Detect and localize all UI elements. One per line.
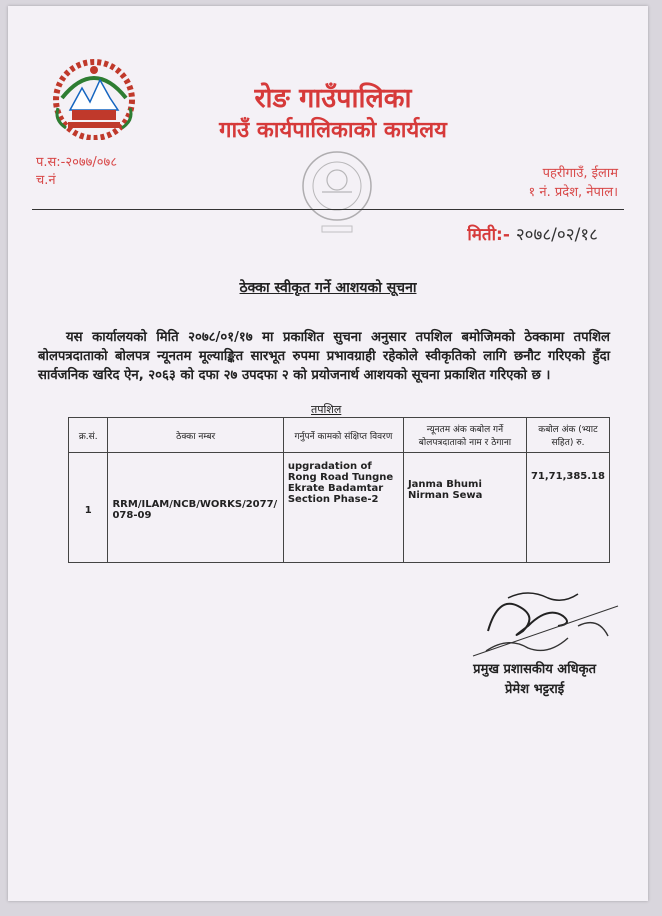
signatory-block: [473, 660, 596, 700]
table-row: [69, 453, 610, 563]
notice-body: [38, 328, 610, 385]
nepal-emblem-icon: [48, 58, 140, 140]
dispatch-number: च.नं: [36, 173, 56, 188]
notice-subject: [8, 278, 648, 297]
header-bidder: न्यूनतम अंक कबोल गर्ने बोलपत्रदाताको नाम र ठेगाना: [403, 418, 526, 453]
office-subtitle: गाउँ कार्यपालिकाको कार्यलय: [219, 118, 447, 143]
header-sn: क्र.सं.: [69, 418, 108, 453]
cell-contract-no: RRM/ILAM/NCB/WORKS/2077/078-09: [108, 453, 283, 563]
header-divider: [32, 209, 624, 210]
body-paragraph: यस कार्यालयको मिति २०७८/०१/१७ मा प्रकाशित सुचना अनुसार तपशिल बमोजिमको ठेक्कामा तपशिल बोलपत्रदाताको बोलपत्र न्यूनतम मूल्याङ्कित सारभूत रुपमा प्रभावग्राही रहेकोले स्वीकृतिको लागि छनौट गरिएको हुँदा सार्वजनिक खरिद ऐन, २०६३ को दफा २७ उपदफा २ को प्रयोजनार्थ आशयको सूचना प्रकाशित गरिएको छ ।: [38, 330, 610, 383]
cell-description: upgradation of Rong Road Tungne Ekrate Badamtar Section Phase-2: [283, 453, 403, 563]
cell-sn: 1: [69, 453, 108, 563]
reference-block: [36, 154, 117, 190]
municipality-title: रोङ गाउँपालिका: [254, 83, 412, 114]
header-amount: कबोल अंक (भ्याट सहित) रु.: [526, 418, 609, 453]
date-label: मिती:-: [467, 225, 510, 245]
table-header-row: [69, 418, 610, 453]
reference-number: प.स:-२०७७/०७८: [36, 155, 118, 170]
cell-amount: 71,71,385.18: [526, 453, 609, 563]
table-caption: तपशिल: [311, 403, 342, 416]
subject-text: ठेक्का स्वीकृत गर्ने आशयको सूचना: [239, 280, 417, 296]
signatory-designation: प्रमुख प्रशासकीय अधिकृत: [473, 662, 596, 677]
signatory-name: प्रेमेश भट्टराई: [505, 682, 565, 697]
header-contract-no: ठेक्का नम्बर: [108, 418, 283, 453]
address-block: [529, 164, 618, 202]
province-line: १ नं. प्रदेश, नेपाल।: [528, 185, 618, 200]
document-page: [8, 6, 648, 901]
cell-bidder: Janma Bhumi Nirman Sewa: [403, 453, 526, 563]
bid-table: [68, 417, 610, 563]
address-line: पहरीगाउँ, ईलाम: [542, 166, 618, 181]
date-value: २०७८/०२/१८: [515, 225, 598, 245]
office-seal-icon: [292, 146, 382, 238]
date-line: [467, 222, 598, 245]
header-description: गर्नुपर्ने कामको संक्षिप्त विवरण: [283, 418, 403, 453]
